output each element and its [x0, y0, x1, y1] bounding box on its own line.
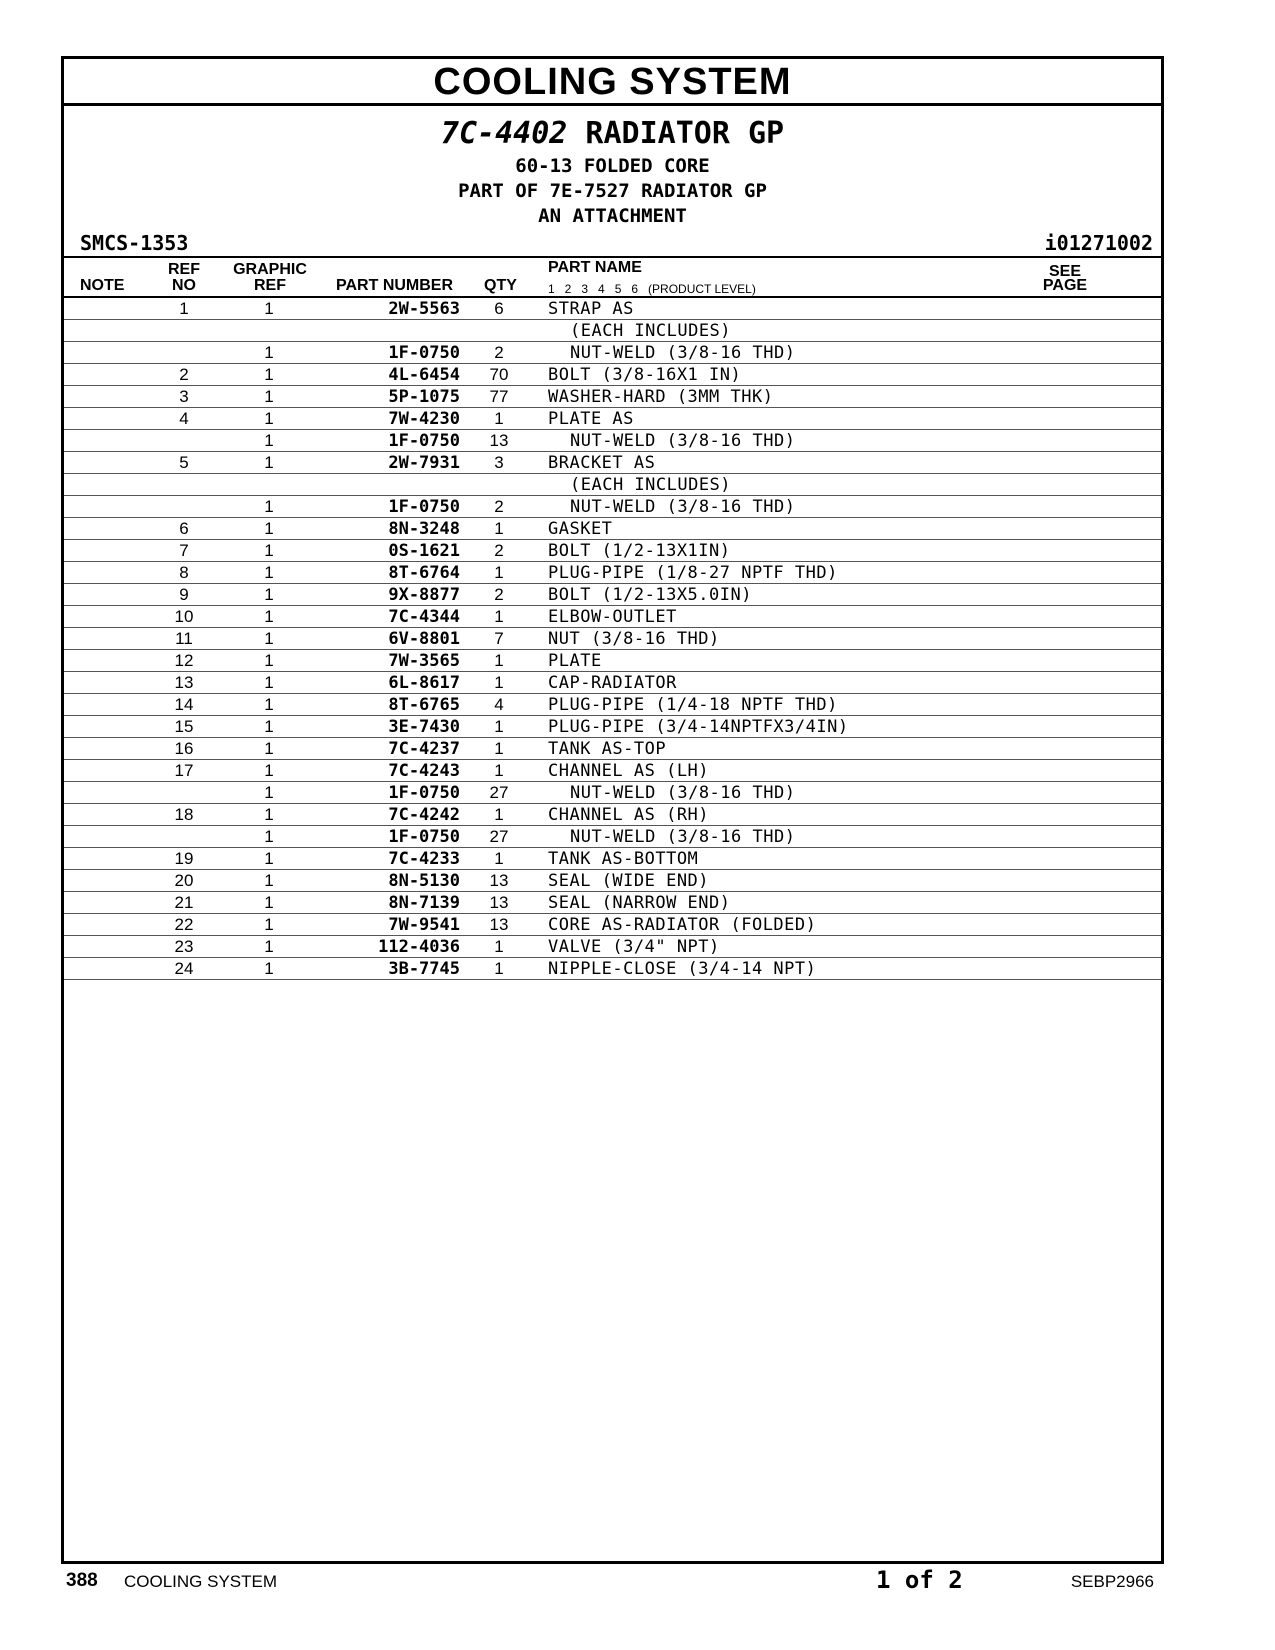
part-name: PLUG-PIPE (1/4-18 NPTF THD) — [548, 695, 838, 715]
ref-no: 21 — [174, 893, 194, 912]
graphic-ref: 1 — [264, 519, 274, 538]
ref-no: 2 — [179, 365, 189, 384]
part-number: 8T-6764 — [388, 563, 460, 583]
qty: 1 — [494, 409, 504, 428]
table-row — [64, 364, 1161, 386]
qty: 13 — [489, 893, 509, 912]
graphic-ref: 1 — [264, 805, 274, 824]
page-footer — [61, 1566, 1164, 1600]
group-header — [64, 106, 1161, 256]
graphic-ref: 1 — [264, 761, 274, 780]
ref-no: 15 — [174, 717, 194, 736]
graphic-ref: 1 — [264, 937, 274, 956]
part-number: 7W-3565 — [388, 651, 460, 671]
graphic-ref: 1 — [264, 651, 274, 670]
qty: 1 — [494, 937, 504, 956]
graphic-ref: 1 — [264, 915, 274, 934]
qty: 13 — [489, 871, 509, 890]
ref-no: 4 — [179, 409, 189, 428]
part-number: 8N-7139 — [388, 893, 460, 913]
part-number: 3E-7430 — [388, 717, 460, 737]
qty: 3 — [494, 453, 504, 472]
ref-no: 5 — [179, 453, 189, 472]
part-number: 112-4036 — [378, 937, 460, 957]
part-number: 5P-1075 — [388, 387, 460, 407]
graphic-ref: 1 — [264, 717, 274, 736]
col-see-top: SEE — [1048, 263, 1081, 280]
graphic-ref: 1 — [264, 409, 274, 428]
ref-no: 10 — [174, 607, 194, 626]
ref-no: 7 — [179, 541, 189, 560]
qty: 13 — [489, 915, 509, 934]
part-name: SEAL (NARROW END) — [548, 893, 731, 913]
graphic-ref: 1 — [264, 563, 274, 582]
table-row — [64, 408, 1161, 430]
part-number: 3B-7745 — [388, 959, 460, 979]
qty: 7 — [494, 629, 504, 648]
col-note: NOTE — [80, 277, 125, 294]
part-number: 7C-4237 — [388, 739, 460, 759]
qty: 2 — [494, 497, 504, 516]
graphic-ref: 1 — [264, 827, 274, 846]
part-number: 7C-4242 — [388, 805, 460, 825]
part-name: TANK AS-TOP — [548, 739, 667, 759]
page-of: 1 of 2 — [876, 1566, 963, 1594]
table-row — [64, 936, 1161, 958]
ref-no: 16 — [174, 739, 194, 758]
part-name: CAP-RADIATOR — [548, 673, 677, 693]
qty: 13 — [489, 431, 509, 450]
table-row — [64, 716, 1161, 738]
table-row — [64, 628, 1161, 650]
col-ref-top: REF — [168, 261, 200, 278]
col-ref-bottom: NO — [172, 277, 196, 294]
table-row — [64, 474, 1161, 496]
part-name: NUT-WELD (3/8-16 THD) — [570, 431, 796, 451]
qty: 1 — [494, 717, 504, 736]
table-header — [64, 256, 1161, 298]
part-number: 1F-0750 — [388, 827, 460, 847]
qty: 1 — [494, 739, 504, 758]
graphic-ref: 1 — [264, 585, 274, 604]
table-row — [64, 826, 1161, 848]
ref-no: 18 — [174, 805, 194, 824]
qty: 1 — [494, 849, 504, 868]
part-number: 6V-8801 — [388, 629, 460, 649]
table-row — [64, 892, 1161, 914]
graphic-ref: 1 — [264, 783, 274, 802]
parts-table — [64, 298, 1161, 980]
part-name: PLUG-PIPE (1/8-27 NPTF THD) — [548, 563, 838, 583]
ref-no: 19 — [174, 849, 194, 868]
table-row — [64, 452, 1161, 474]
part-number: 2W-7931 — [388, 453, 460, 473]
part-name: NUT-WELD (3/8-16 THD) — [570, 497, 796, 517]
col-see-bottom: PAGE — [1042, 277, 1088, 294]
part-number: 1F-0750 — [388, 431, 460, 451]
part-name: (EACH INCLUDES) — [570, 321, 732, 341]
part-name: VALVE (3/4" NPT) — [548, 937, 720, 957]
graphic-ref: 1 — [264, 453, 274, 472]
table-row — [64, 540, 1161, 562]
part-name: NUT (3/8-16 THD) — [548, 629, 720, 649]
footer-section: COOLING SYSTEM — [124, 1572, 278, 1591]
qty: 77 — [489, 387, 509, 406]
table-row — [64, 606, 1161, 628]
qty: 2 — [494, 585, 504, 604]
ref-no: 6 — [179, 519, 189, 538]
graphic-ref: 1 — [264, 497, 274, 516]
graphic-ref: 1 — [264, 739, 274, 758]
qty: 70 — [489, 365, 509, 384]
graphic-ref: 1 — [264, 629, 274, 648]
doc-id: SEBP2966 — [1070, 1572, 1154, 1591]
ref-no: 23 — [174, 937, 194, 956]
col-part-number: PART NUMBER — [336, 277, 454, 294]
part-name: BRACKET AS — [548, 453, 656, 473]
part-number: 7C-4233 — [388, 849, 460, 869]
table-row — [64, 672, 1161, 694]
part-name: BOLT (1/2-13X5.0IN) — [548, 585, 752, 605]
group-subtitle-3: AN ATTACHMENT — [538, 205, 687, 227]
part-name: PLATE AS — [548, 409, 634, 429]
qty: 1 — [494, 651, 504, 670]
part-number: 4L-6454 — [388, 365, 460, 385]
part-name: PLATE — [548, 651, 602, 671]
part-name: WASHER-HARD (3MM THK) — [548, 387, 774, 407]
graphic-ref: 1 — [264, 541, 274, 560]
group-number: 7C-4402 — [440, 116, 568, 151]
qty: 1 — [494, 607, 504, 626]
group-title — [64, 106, 1161, 154]
col-graphic-top: GRAPHIC — [233, 261, 307, 278]
table-row — [64, 694, 1161, 716]
graphic-ref: 1 — [264, 343, 274, 362]
part-number: 2W-5563 — [388, 299, 460, 319]
table-row — [64, 320, 1161, 342]
table-row — [64, 738, 1161, 760]
ref-no: 17 — [174, 761, 194, 780]
qty: 6 — [494, 299, 504, 318]
graphic-ref: 1 — [264, 893, 274, 912]
ref-no: 9 — [179, 585, 189, 604]
qty: 1 — [494, 959, 504, 978]
qty: 2 — [494, 541, 504, 560]
part-number: 9X-8877 — [388, 585, 460, 605]
group-subtitle-2: PART OF 7E-7527 RADIATOR GP — [458, 180, 767, 202]
part-name: BOLT (3/8-16X1 IN) — [548, 365, 742, 385]
ref-no: 12 — [174, 651, 194, 670]
part-number: 7C-4344 — [388, 607, 460, 627]
page-frame — [61, 56, 1164, 1564]
ref-no: 14 — [174, 695, 194, 714]
graphic-ref: 1 — [264, 607, 274, 626]
part-name: BOLT (1/2-13X1IN) — [548, 541, 731, 561]
graphic-ref: 1 — [264, 387, 274, 406]
table-row — [64, 386, 1161, 408]
part-name: TANK AS-BOTTOM — [548, 849, 699, 869]
part-name: NUT-WELD (3/8-16 THD) — [570, 827, 796, 847]
part-name: NUT-WELD (3/8-16 THD) — [570, 783, 796, 803]
ref-no: 22 — [174, 915, 194, 934]
group-name: RADIATOR GP — [585, 116, 785, 151]
table-row — [64, 760, 1161, 782]
part-number: 6L-8617 — [388, 673, 460, 693]
section-title: COOLING SYSTEM — [64, 59, 1161, 106]
table-row — [64, 496, 1161, 518]
graphic-ref: 1 — [264, 695, 274, 714]
graphic-ref: 1 — [264, 959, 274, 978]
table-row — [64, 430, 1161, 452]
table-row — [64, 804, 1161, 826]
table-row — [64, 518, 1161, 540]
qty: 1 — [494, 805, 504, 824]
part-number: 1F-0750 — [388, 497, 460, 517]
table-row — [64, 562, 1161, 584]
col-qty: QTY — [484, 277, 517, 294]
graphic-ref: 1 — [264, 299, 274, 318]
ref-no: 24 — [174, 959, 194, 978]
table-row — [64, 914, 1161, 936]
ref-no: 11 — [175, 629, 193, 648]
part-name: STRAP AS — [548, 299, 634, 319]
part-name: SEAL (WIDE END) — [548, 871, 710, 891]
graphic-ref: 1 — [264, 871, 274, 890]
ref-no: 1 — [179, 299, 189, 318]
qty: 27 — [489, 783, 509, 802]
col-graphic-bottom: REF — [254, 277, 286, 294]
part-number: 8N-3248 — [388, 519, 460, 539]
graphic-ref: 1 — [264, 849, 274, 868]
part-number: 8T-6765 — [388, 695, 460, 715]
ref-no: 3 — [179, 387, 189, 406]
qty: 1 — [494, 563, 504, 582]
qty: 1 — [494, 673, 504, 692]
qty: 27 — [489, 827, 509, 846]
table-row — [64, 342, 1161, 364]
part-name: CHANNEL AS (RH) — [548, 805, 710, 825]
part-name: ELBOW-OUTLET — [548, 607, 677, 627]
part-number: 7C-4243 — [388, 761, 460, 781]
col-product-levels: 1 2 3 4 5 6 (PRODUCT LEVEL) — [548, 282, 756, 296]
part-number: 8N-5130 — [388, 871, 460, 891]
part-name: GASKET — [548, 519, 613, 539]
qty: 1 — [494, 519, 504, 538]
part-number: 7W-9541 — [388, 915, 460, 935]
table-row — [64, 298, 1161, 320]
part-name: NIPPLE-CLOSE (3/4-14 NPT) — [548, 959, 817, 979]
qty: 4 — [494, 695, 504, 714]
table-row — [64, 870, 1161, 892]
ref-no: 13 — [174, 673, 194, 692]
part-number: 1F-0750 — [388, 343, 460, 363]
part-name: PLUG-PIPE (3/4-14NPTFX3/4IN) — [548, 717, 849, 737]
qty: 1 — [494, 761, 504, 780]
table-row — [64, 958, 1161, 980]
qty: 2 — [494, 343, 504, 362]
graphic-ref: 1 — [264, 431, 274, 450]
part-number: 7W-4230 — [388, 409, 460, 429]
part-name: CHANNEL AS (LH) — [548, 761, 710, 781]
part-name: (EACH INCLUDES) — [570, 475, 732, 495]
part-number: 1F-0750 — [388, 783, 460, 803]
table-row — [64, 584, 1161, 606]
table-row — [64, 650, 1161, 672]
ref-no: 8 — [179, 563, 189, 582]
page-number: 388 — [66, 1570, 98, 1591]
graphic-ref: 1 — [264, 673, 274, 692]
col-part-name: PART NAME — [548, 259, 642, 276]
table-row — [64, 848, 1161, 870]
ident-code: i01271002 — [1044, 231, 1153, 255]
graphic-ref: 1 — [264, 365, 274, 384]
group-subtitle-1: 60-13 FOLDED CORE — [515, 155, 710, 177]
part-name: CORE AS-RADIATOR (FOLDED) — [548, 915, 817, 935]
part-name: NUT-WELD (3/8-16 THD) — [570, 343, 796, 363]
ref-no: 20 — [174, 871, 194, 890]
smcs-code: SMCS-1353 — [80, 231, 189, 255]
part-number: 0S-1621 — [388, 541, 460, 561]
table-row — [64, 782, 1161, 804]
